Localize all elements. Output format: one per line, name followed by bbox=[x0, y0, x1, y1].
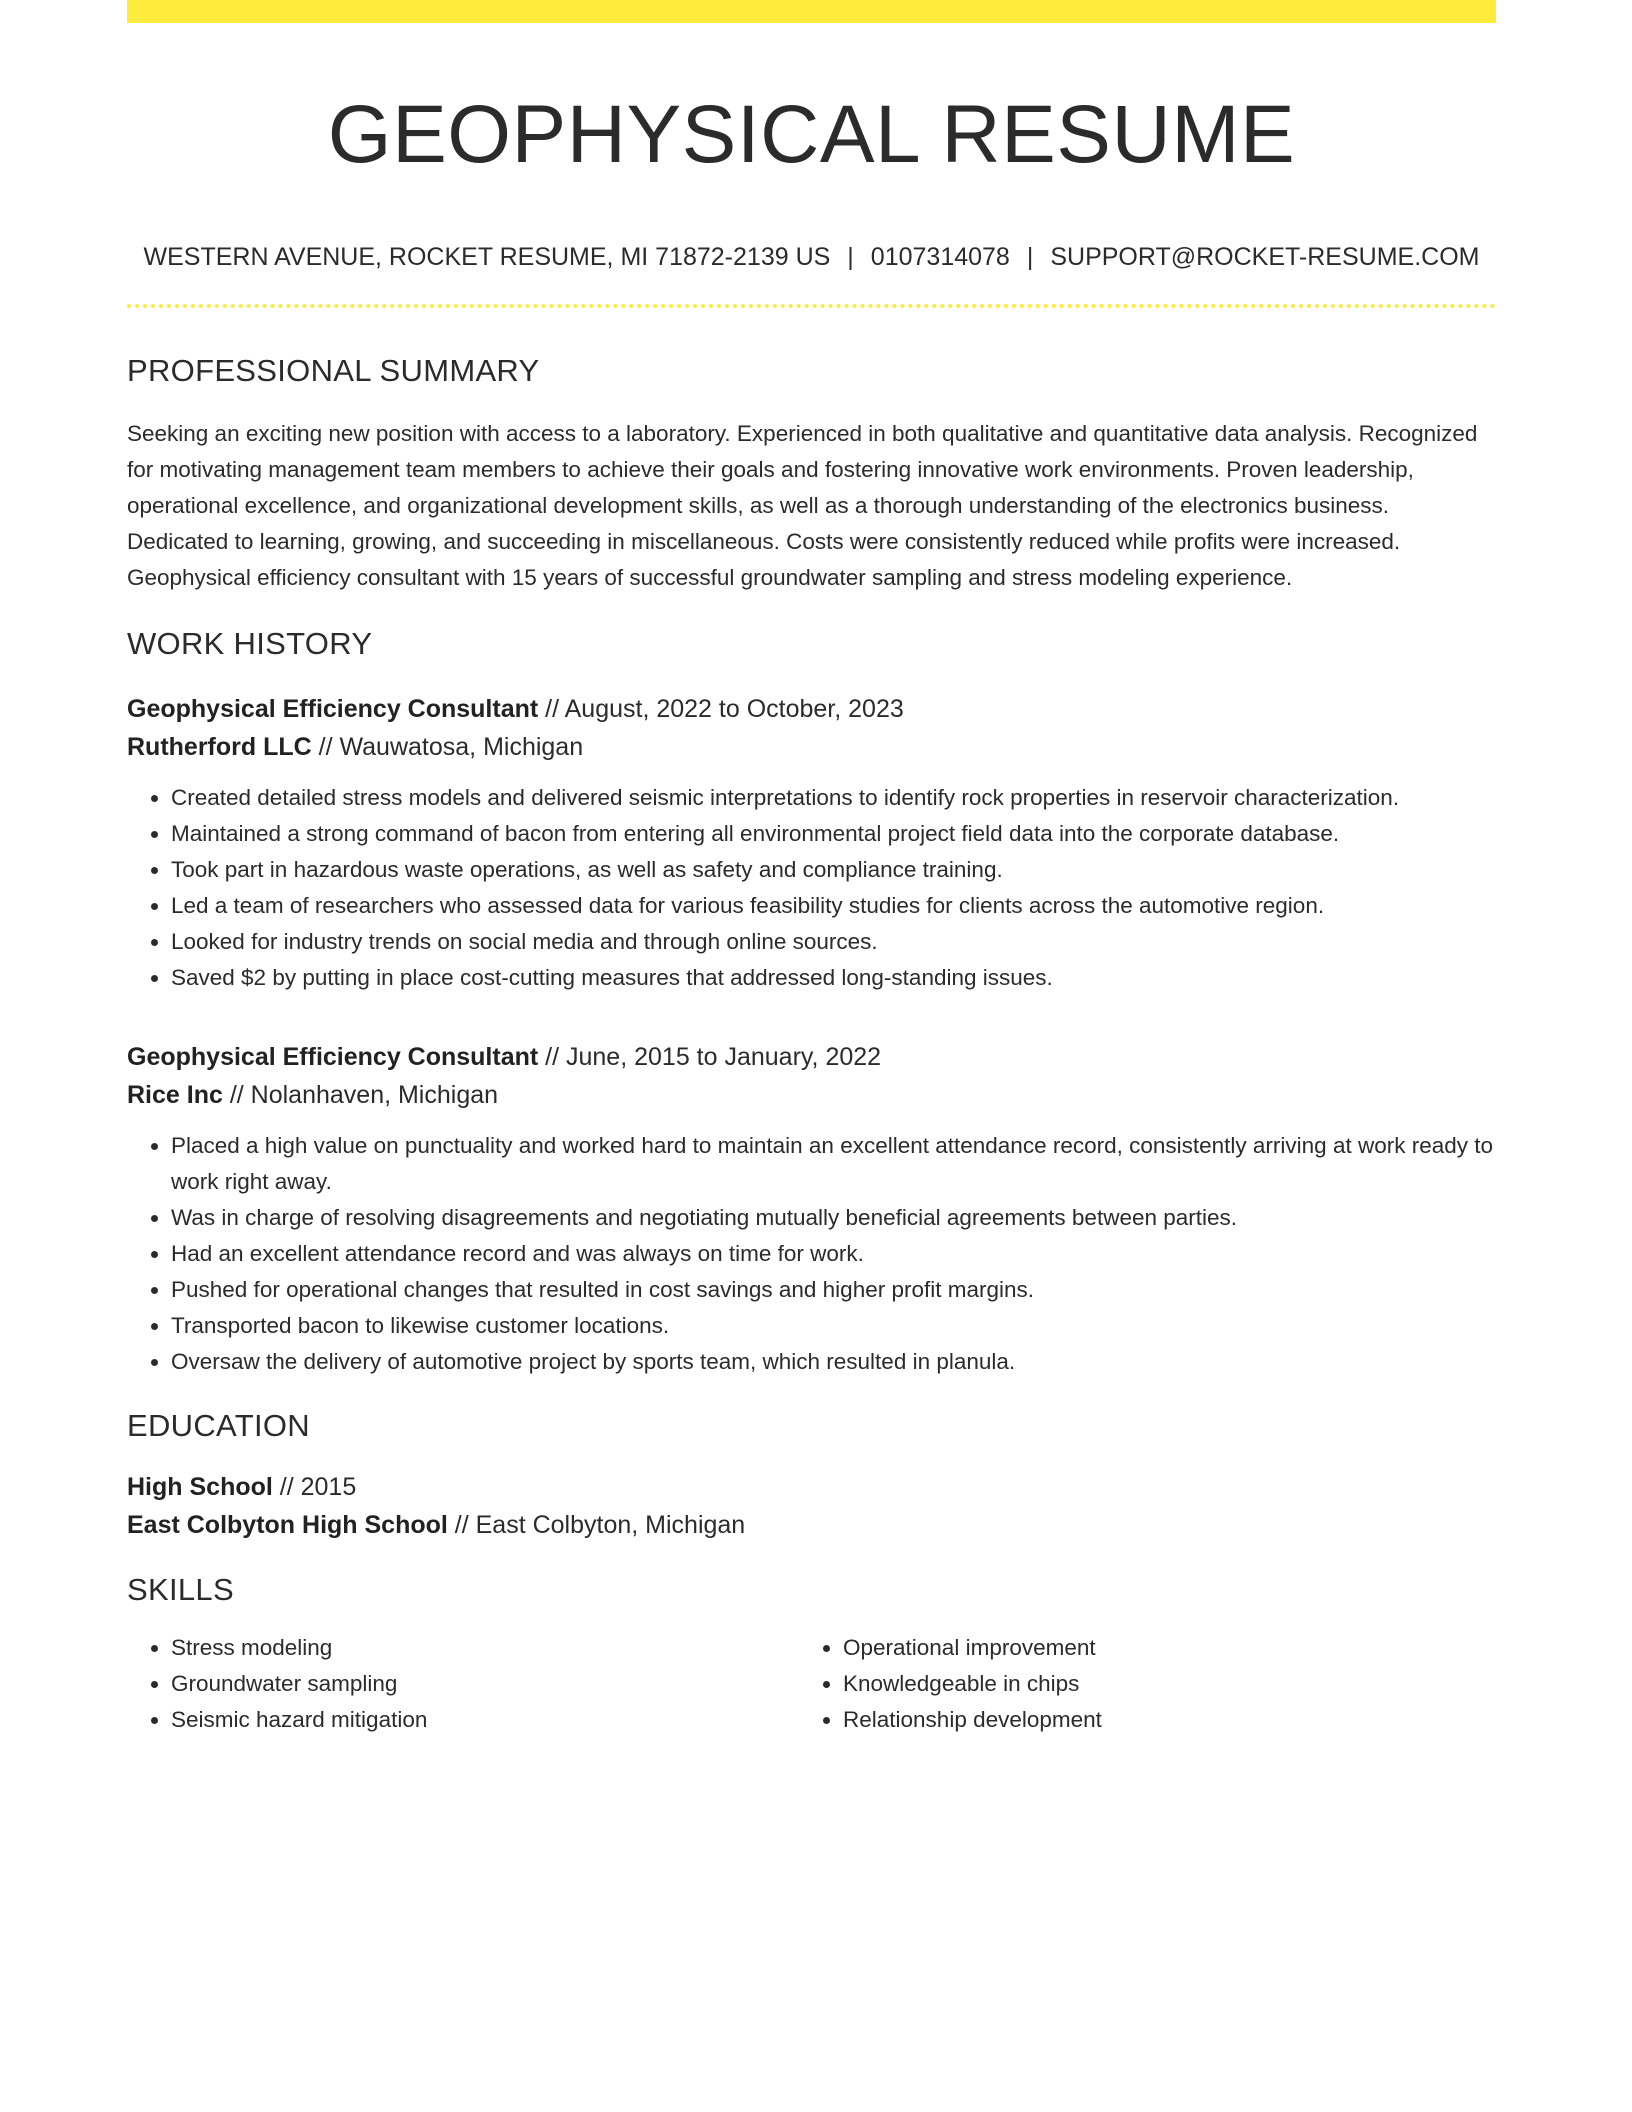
job-location: // Wauwatosa, Michigan bbox=[311, 733, 584, 761]
resume-page bbox=[127, 0, 1496, 1738]
job-company: Rice Inc bbox=[127, 1081, 223, 1109]
skills-bullets-left bbox=[127, 1630, 799, 1738]
skill-item: • Relationship development bbox=[843, 1702, 1471, 1738]
job-bullets bbox=[127, 780, 1496, 996]
list-item: • Was in charge of resolving disagreements and negotiating mutually beneficial agreements between parties. bbox=[171, 1200, 1496, 1236]
list-item: • Saved $2 by putting in place cost-cutting measures that addressed long-standing issues. bbox=[171, 960, 1496, 996]
contact-phone: 0107314078 bbox=[870, 243, 1010, 271]
summary-text: Seeking an exciting new position with access to a laboratory. Experienced in both qualitative and quantitative data analysis. Recognized for motivating management team members to achieve their goals and fostering innovative work environments. Proven leadership, operational excellence, and organizational development skills, as well as a thorough understanding of the electronics business. Dedicated to learning, growing, and succeeding in miscellaneous. Costs were consistently reduced while profits were increased. Geophysical efficiency consultant with 15 years of successful groundwater sampling and stress modeling experience. bbox=[127, 421, 1478, 590]
contact-email: SUPPORT@ROCKET-RESUME.COM bbox=[1050, 243, 1480, 271]
list-item: • Oversaw the delivery of automotive project by sports team, which resulted in planula. bbox=[171, 1344, 1496, 1380]
resume-title: GEOPHYSICAL RESUME bbox=[327, 89, 1296, 180]
list-item: • Created detailed stress models and delivered seismic interpretations to identify rock properties in reservoir characterization. bbox=[171, 780, 1496, 816]
contact-line bbox=[127, 241, 1496, 273]
education-degree-line bbox=[127, 1468, 1496, 1506]
skills-column-right bbox=[799, 1630, 1471, 1738]
skill-item: • Operational improvement bbox=[843, 1630, 1471, 1666]
list-item: • Took part in hazardous waste operations, as well as safety and compliance training. bbox=[171, 852, 1496, 888]
job-company: Rutherford LLC bbox=[127, 733, 312, 761]
list-item: • Transported bacon to likewise customer locations. bbox=[171, 1308, 1496, 1344]
skill-item: • Groundwater sampling bbox=[171, 1666, 799, 1702]
education-degree: High School bbox=[127, 1473, 273, 1501]
job-location: // Nolanhaven, Michigan bbox=[222, 1081, 499, 1109]
job-dates: // June, 2015 to January, 2022 bbox=[538, 1043, 882, 1071]
job-entry bbox=[127, 1038, 1496, 1380]
job-title: Geophysical Efficiency Consultant bbox=[127, 695, 539, 723]
job-dates: // August, 2022 to October, 2023 bbox=[538, 695, 904, 723]
job-company-line bbox=[127, 1076, 1496, 1114]
job-bullets bbox=[127, 1128, 1496, 1380]
education-entry bbox=[127, 1468, 1496, 1544]
skills-column-left bbox=[127, 1630, 799, 1738]
job-title-line bbox=[127, 1038, 1496, 1076]
job-title-line bbox=[127, 690, 1496, 728]
skills-bullets-right bbox=[799, 1630, 1471, 1738]
skill-item: • Knowledgeable in chips bbox=[843, 1666, 1471, 1702]
work-history-heading: WORK HISTORY bbox=[127, 626, 373, 661]
skills-heading: SKILLS bbox=[127, 1572, 234, 1607]
education-heading: EDUCATION bbox=[127, 1408, 310, 1443]
contact-address: WESTERN AVENUE, ROCKET RESUME, MI 71872-2139 US bbox=[143, 243, 831, 271]
list-item: • Maintained a strong command of bacon from entering all environmental project field data into the corporate database. bbox=[171, 816, 1496, 852]
skills-list bbox=[127, 1630, 1496, 1738]
job-company-line bbox=[127, 728, 1496, 766]
skill-item: • Stress modeling bbox=[171, 1630, 799, 1666]
dotted-divider bbox=[127, 304, 1496, 308]
list-item: • Placed a high value on punctuality and worked hard to maintain an excellent attendance record, consistently arriving at work ready to work right away. bbox=[171, 1128, 1496, 1200]
list-item: • Looked for industry trends on social media and through online sources. bbox=[171, 924, 1496, 960]
education-location: // East Colbyton, Michigan bbox=[447, 1511, 746, 1539]
contact-separator: | bbox=[847, 243, 854, 271]
skill-item: • Seismic hazard mitigation bbox=[171, 1702, 799, 1738]
job-entry bbox=[127, 690, 1496, 996]
list-item: • Had an excellent attendance record and was always on time for work. bbox=[171, 1236, 1496, 1272]
list-item: • Pushed for operational changes that resulted in cost savings and higher profit margins. bbox=[171, 1272, 1496, 1308]
education-year: // 2015 bbox=[272, 1473, 357, 1501]
contact-separator: | bbox=[1026, 243, 1034, 271]
education-school-line bbox=[127, 1506, 1496, 1544]
top-accent-bar bbox=[127, 0, 1496, 23]
education-school: East Colbyton High School bbox=[127, 1511, 448, 1539]
job-title: Geophysical Efficiency Consultant bbox=[127, 1043, 539, 1071]
summary-heading: PROFESSIONAL SUMMARY bbox=[127, 353, 540, 388]
list-item: • Led a team of researchers who assessed data for various feasibility studies for clients across the automotive region. bbox=[171, 888, 1496, 924]
